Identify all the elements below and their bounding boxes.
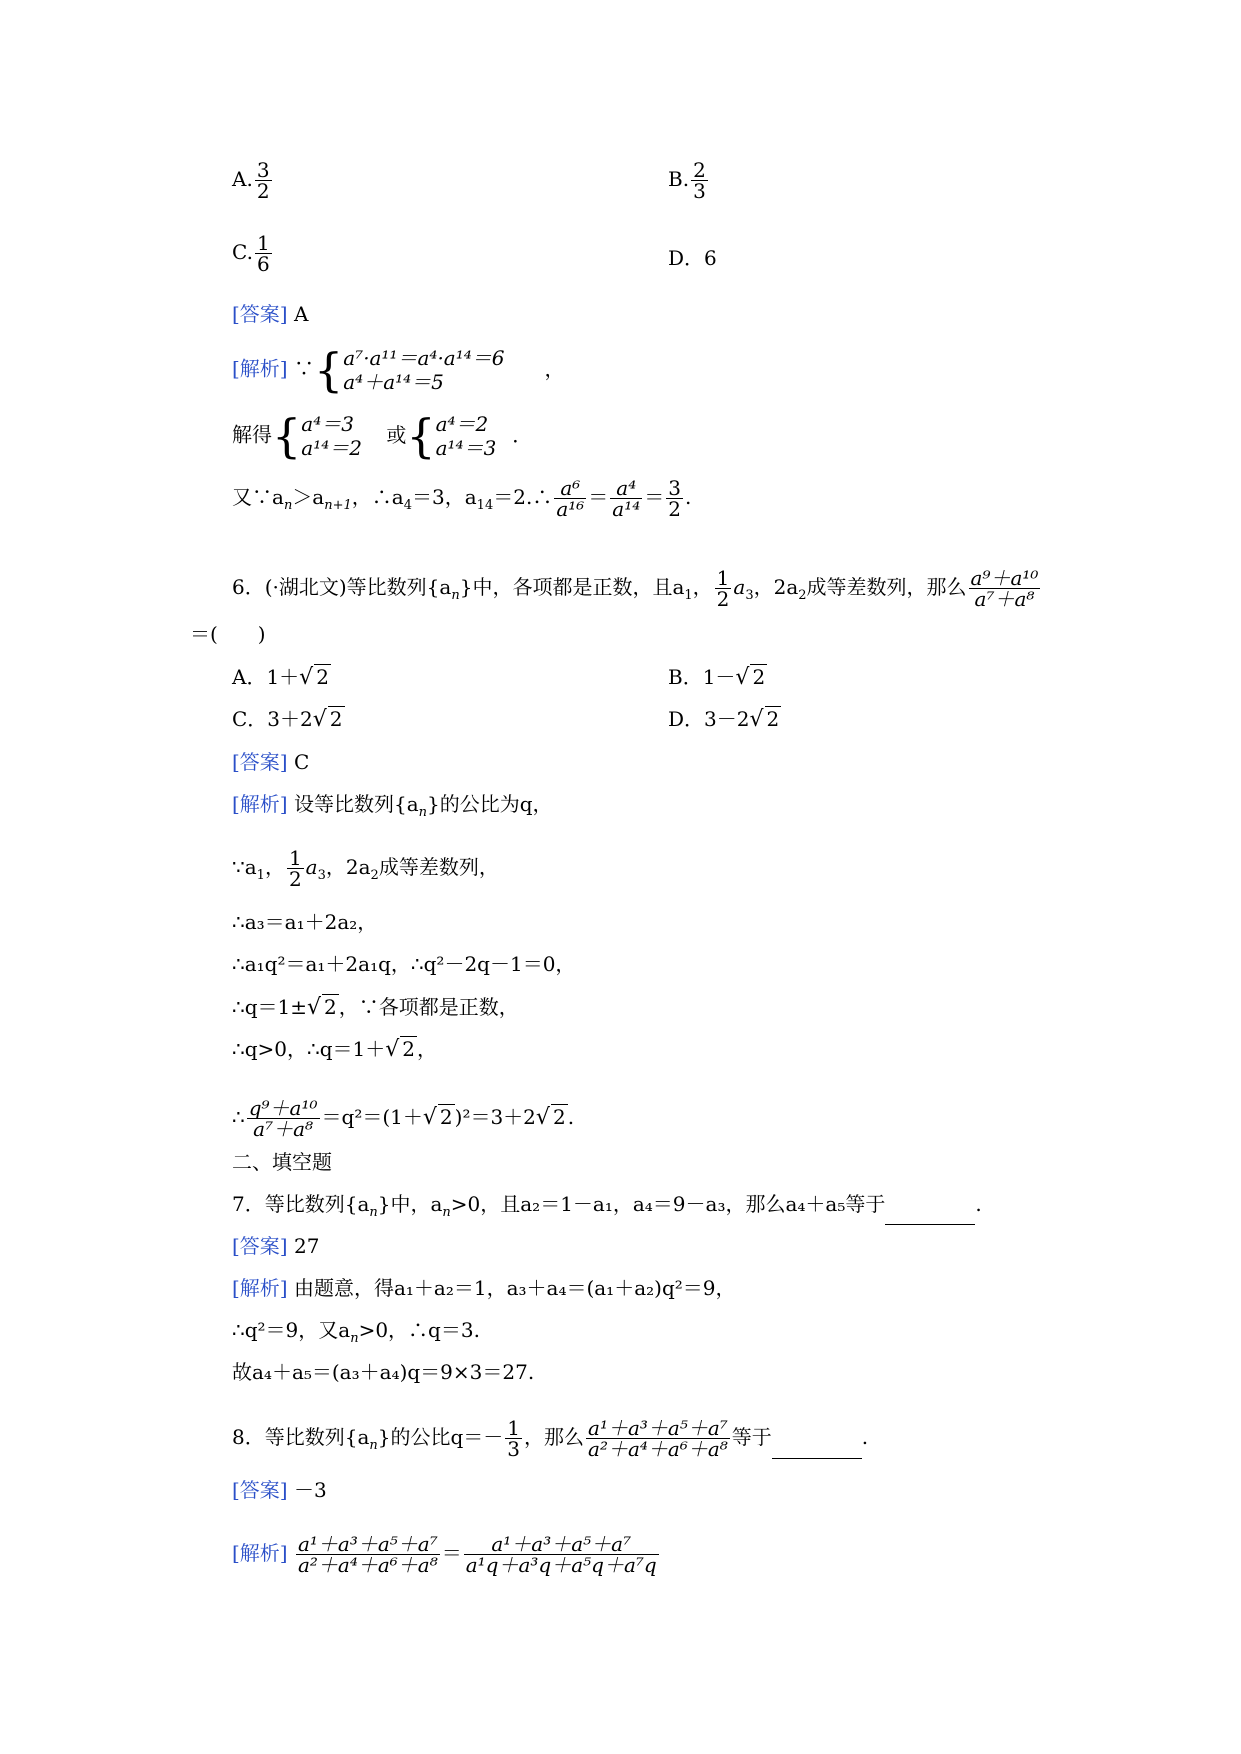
answer-tag: [答案] [232,1234,288,1258]
equation-system [436,412,497,460]
text: 由题意，得a₁＋a₂＝1，a₃＋a₄＝(a₁＋a₂)q²＝9， [293,1276,736,1300]
analysis-tag: [解析] [232,356,288,381]
text: ＝q²＝(1＋ [321,1105,423,1129]
q6-analysis-line3: ∴a₃＝a₁＋2a₂， [232,910,378,934]
q5-answer [232,302,308,326]
q5-analysis-line1 [232,343,565,397]
text: 等于 [731,1425,772,1449]
text: C．3＋2 [232,707,313,731]
equation: a¹⁴＝3 [435,436,497,460]
denominator: a⁷＋a⁸ [974,587,1035,611]
numerator: q⁹＋a¹⁰ [248,1096,318,1120]
fraction [554,478,586,519]
numerator: a¹＋a³＋a⁵＋a⁷ [297,1532,438,1556]
q6-analysis-line5 [232,994,519,1020]
text: . [567,1105,575,1129]
q6-option-c [232,706,345,732]
denominator: a²＋a⁴＋a⁶＋a⁸ [297,1553,438,1577]
sqrt-icon: √ [735,665,750,690]
numerator: 3 [668,476,681,500]
radicand: 2 [552,1105,566,1129]
fraction [586,1418,730,1459]
text: }中，各项都是正数，且a [459,575,685,599]
text: 成等差数列，那么 [806,575,967,599]
text: B．1－ [668,665,736,689]
section-title: 二、填空题 [232,1150,332,1174]
q8-stem: 8．等比数列$\{a_n\}$的公比q＝－ $\frac{1}{3}$ ，那么 $\frac{\text{a¹＋a³＋a⁵＋a⁷}}{\text{a²＋a⁴＋a⁶＋a⁸}}$ 等于 . [232,1416,869,1461]
q5-analysis-line2 [232,409,533,463]
denominator: a¹⁴ [612,497,641,521]
text: 或 [386,422,407,447]
q5-option-b [668,160,710,201]
q6-option-b [668,664,767,690]
brace-icon: { [313,343,344,397]
radicand: 2 [402,1037,416,1061]
denominator: 2 [668,497,681,521]
fraction [255,233,272,274]
equation: a⁴＝3 [301,412,354,436]
denominator: 3 [507,1437,521,1461]
numerator: 1 [288,846,302,870]
denominator: 6 [256,252,270,276]
text: ∴q＝1± [232,995,308,1019]
fraction [247,1098,320,1139]
text: ，∵各项都是正数， [338,995,519,1019]
text: 解得 [232,422,272,447]
option-label: C. [232,240,253,264]
fraction [969,568,1041,609]
text: ，∴a [351,485,404,509]
text: 8．等比数列{a [232,1425,370,1449]
text: 6．(·湖北文)等比数列{a [232,575,452,599]
fraction [255,160,272,201]
analysis-tag: [解析] [232,1276,288,1300]
answer-value: A [293,302,309,326]
sqrt-icon: √ [422,1105,437,1130]
q6-analysis-line4: ∴a₁q²＝a₁＋2a₁q，∴q²－2q－1＝0， [232,952,576,976]
q8-answer [232,1478,327,1502]
option-label: B. [668,167,690,191]
text: ， [264,855,285,879]
text: 成等差数列， [378,855,499,879]
text: ， [544,356,565,381]
sqrt-icon: √ [749,707,764,732]
sqrt-icon: √ [535,1105,550,1130]
q6-stem: 6．(·湖北文)等比数列$\{a_n\}$中，各项都是正数，且$a_1$， $\frac{1}{2}$ $a_3$，$2a_2$成等差数列，那么 $\frac{\text{a⁹＋a¹⁰}}{\text{a⁷＋a⁸}}$ [232,566,1039,611]
text: ＝2.∴ [493,485,553,509]
denominator: 2 [716,587,730,611]
radicand: 2 [324,995,337,1019]
q6-option-a [232,664,331,690]
numerator: 1 [507,1416,521,1440]
q7-analysis-line3: 故a₄＋a₅＝(a₃＋a₄)q＝9×3＝27. [232,1360,535,1384]
fraction [464,1534,659,1575]
text: a [305,855,318,879]
fraction [666,478,683,519]
answer-tag: [答案] [232,750,288,774]
q8-analysis-line1 [232,1534,661,1575]
q6-stem-end: ＝( ) [190,622,266,646]
sqrt-icon: √ [299,665,314,690]
text: ∴q²＝9，又a [232,1318,351,1342]
q6-answer [232,750,309,774]
numerator: a¹＋a³＋a⁵＋a⁷ [464,1534,659,1555]
text: 又∵a [232,485,284,509]
denominator: a²＋a⁴＋a⁶＋a⁸ [588,1437,728,1461]
equation: a⁴＝2 [435,412,489,436]
text: ． [512,422,533,447]
text: ＝3，a [412,485,477,509]
radicand: 2 [752,665,766,689]
answer-tag: [答案] [232,302,288,326]
text: . [975,1192,982,1216]
text: ， [692,575,713,599]
brace-icon: { [272,409,302,463]
text: a [733,575,746,599]
equation-system [343,346,504,394]
q6-analysis-line7 [232,1098,574,1139]
q6-option-d [668,706,781,732]
text: )²＝3＋2 [454,1105,536,1129]
equation: a⁴＋a¹⁴＝5 [343,370,444,394]
q7-analysis-line1 [232,1276,736,1300]
numerator: 1 [716,566,730,590]
q5-option-a [232,160,274,201]
text: A．1＋ [232,665,300,689]
radicand: 2 [439,1105,453,1129]
sqrt-icon: √ [307,995,322,1020]
numerator: a⁹＋a¹⁰ [970,566,1039,590]
numerator: a¹＋a³＋a⁵＋a⁷ [588,1416,728,1440]
text: ＝ [441,1541,462,1565]
radicand: 2 [329,707,343,731]
text: >0，∴q＝3. [358,1318,480,1342]
fraction [287,848,304,889]
analysis-tag: [解析] [232,792,288,816]
text: 设等比数列{a [293,792,419,816]
text: }的公比为q， [427,792,553,816]
numerator: 3 [256,158,270,182]
fraction [610,478,642,519]
text: >0，且a₂＝1－a₁，a₄＝9－a₃，那么a₄＋a₅等于 [450,1192,886,1216]
q6-analysis-line1: [解析] 设等比数列$\{a_n\}$的公比为q， [232,792,553,820]
brace-icon: { [406,409,436,463]
radicand: 2 [766,707,780,731]
numerator: 2 [693,158,706,182]
equation: a¹⁴＝2 [301,436,362,460]
fraction [296,1534,440,1575]
text: ∴q>0，∴q＝1＋ [232,1037,386,1061]
text: 7．等比数列{a [232,1192,370,1216]
equation: a⁷·a¹¹＝a⁴·a¹⁴＝6 [343,346,505,370]
answer-value: C [293,750,310,774]
q5-option-c [232,233,274,274]
sqrt-icon: √ [312,707,327,732]
text: D．3－2 [668,707,750,731]
denominator: 3 [693,179,706,203]
numerator: a⁶ [554,478,586,499]
denominator: a¹q＋a³q＋a⁵q＋a⁷q [465,1553,657,1577]
q7-analysis-line2: ∴q²＝9，又$a_n>0$，∴q＝3. [232,1318,480,1346]
denominator: a⁷＋a⁸ [253,1117,314,1141]
text: ∵a [232,855,257,879]
answer-blank[interactable] [885,1206,975,1225]
fraction [505,1418,522,1459]
text: ∴ [232,1105,245,1129]
option-label: A. [232,167,253,191]
q5-analysis-line3: 又$\because a_n>a_{n+1}$，$\therefore a_4=3$，$a_{14}=2.\therefore$ $\frac{\text{a⁶}}{\text{a¹⁶}}$ ＝ $\frac{\text{a⁴}}{\text{a¹⁴}}$ ＝ $\frac{3}{2}$ . [232,476,692,521]
answer-value: 27 [293,1234,320,1258]
text: ∵ [293,356,314,381]
text: }的公比q＝－ [377,1425,504,1449]
text: ，那么 [524,1425,585,1449]
denominator: a¹⁶ [556,497,585,521]
q6-analysis-line2: $\because a_1$， $\frac{1}{2}$ $a_3$，$2a_2$成等差数列， [232,846,499,891]
analysis-tag: [解析] [232,1541,288,1565]
text: ， [417,1037,438,1061]
text: ，2a [325,855,371,879]
radicand: 2 [316,665,329,689]
text: . [861,1425,869,1449]
sqrt-icon: √ [385,1037,400,1062]
q5-option-d: D．6 [668,246,717,270]
text: ＞a [292,485,325,509]
fraction [691,160,708,201]
numerator: 1 [256,231,270,255]
text: ，2a [753,575,799,599]
denominator: 2 [288,867,302,891]
q6-analysis-line6 [232,1036,437,1062]
answer-blank[interactable] [772,1440,862,1459]
numerator: a⁴ [610,478,642,499]
fraction [715,568,732,609]
equation-system [301,412,362,460]
text: }中，a [377,1192,443,1216]
q7-answer [232,1234,319,1258]
q7-stem: 7．等比数列$\{a_n\}$中，$a_n>0$，且a₂＝1－a₁，a₄＝9－a₃，那么a₄＋a₅等于 . [232,1192,982,1225]
denominator: 2 [256,179,270,203]
answer-tag: [答案] [232,1478,288,1502]
answer-value: －3 [293,1478,327,1502]
